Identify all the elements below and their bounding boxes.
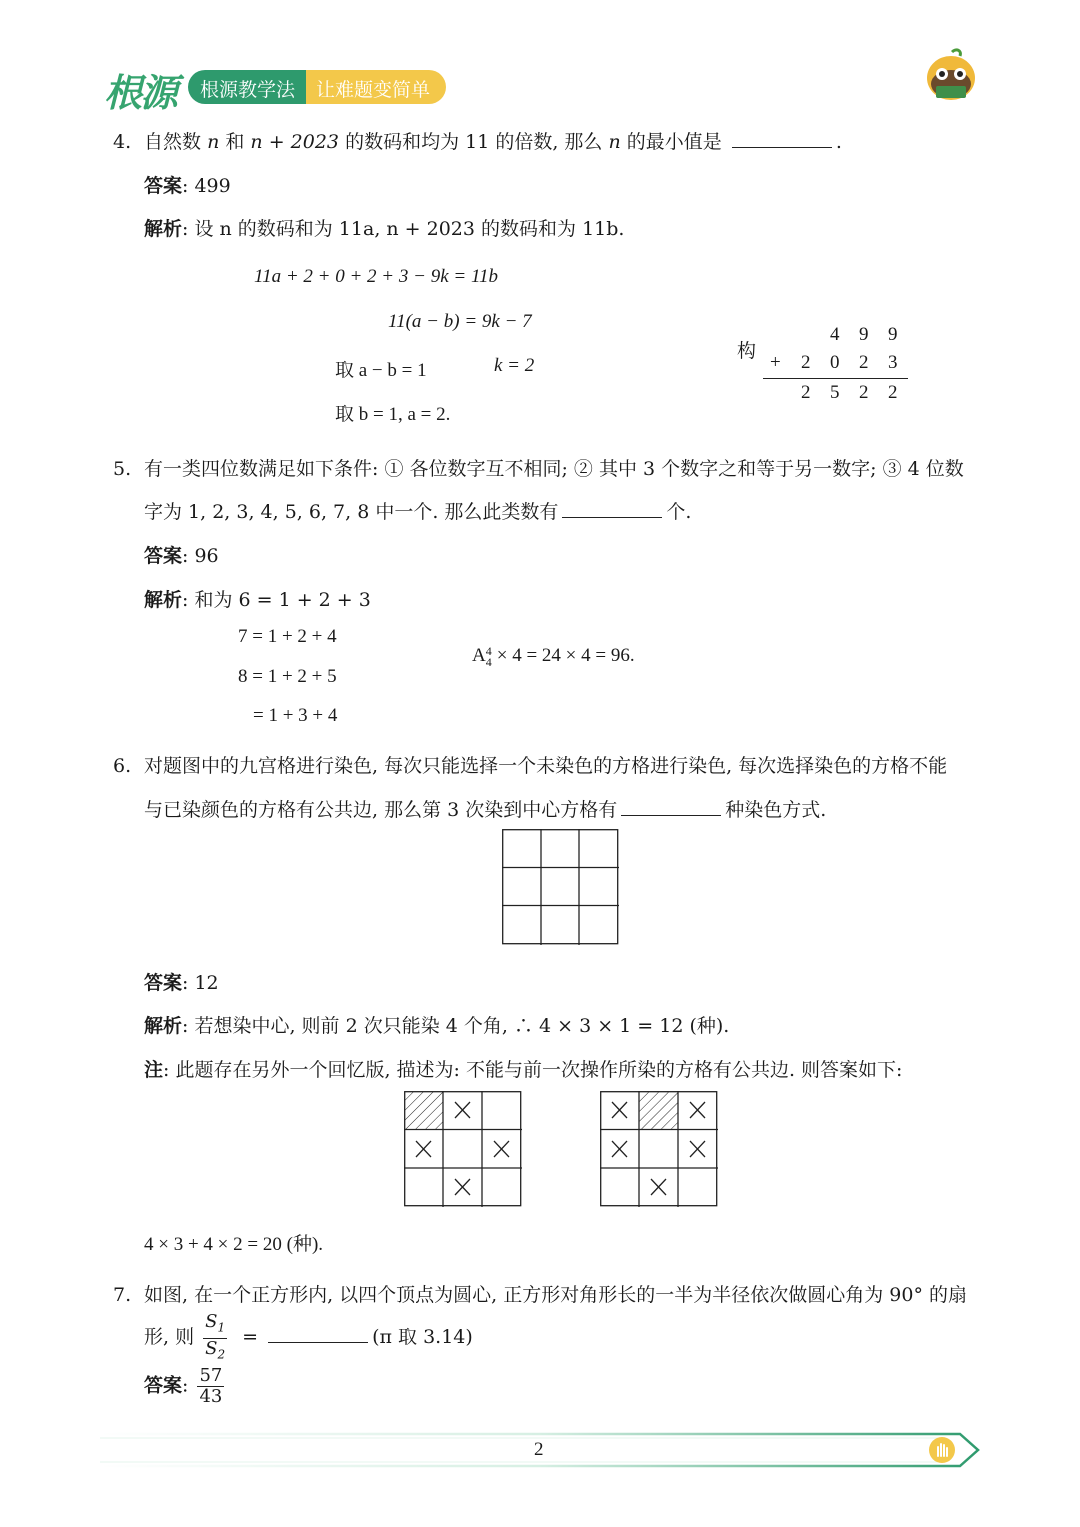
q4-end: . <box>835 131 842 153</box>
perm-sup: 4 <box>485 643 492 658</box>
q6-note-text: : 此题存在另外一个回忆版, 描述为: 不能与前一次操作所染的方格有公共边. 则答案如下: <box>163 1059 903 1081</box>
q4-eq4: 取 b = 1, a = 2. <box>335 404 451 425</box>
answer-num: 57 <box>199 1365 223 1386</box>
perm-sub: 4 <box>485 654 492 669</box>
q7-ratio <box>203 1312 227 1364</box>
q4-sum <box>801 382 908 404</box>
q5-analysis-label: 解析 <box>144 589 183 611</box>
q4-sum-line <box>763 378 908 379</box>
q7-answer-label: 答案 <box>144 1374 183 1397</box>
q5-line2 <box>144 499 691 525</box>
q4-analysis-label: 解析 <box>144 218 183 240</box>
q5-line2a: 字为 1, 2, 3, 4, 5, 6, 7, 8 中一个. 那么此类数有 <box>144 501 559 523</box>
mascot-icon <box>922 48 980 104</box>
q5-eq3: = 1 + 3 + 4 <box>253 705 338 726</box>
q4-eq1: 11a + 2 + 0 + 2 + 3 − 9k = 11b <box>254 266 499 287</box>
q4-answer <box>144 173 231 199</box>
q6-result: 4 × 3 + 4 × 2 = 20 (种). <box>144 1234 324 1255</box>
q7-answer-frac <box>197 1366 224 1407</box>
q4-addend-2 <box>770 352 908 374</box>
plus-sign: + <box>770 352 781 373</box>
q4-analysis <box>144 216 624 242</box>
q5-answer <box>144 543 219 569</box>
q4-eq3b: k = 2 <box>494 355 535 376</box>
q7-number: 7. <box>113 1284 132 1306</box>
q4-var-n-2: n <box>608 131 621 153</box>
perm-rest: × 4 = 24 × 4 = 96. <box>496 645 635 666</box>
page-number: 2 <box>534 1439 544 1460</box>
digit: 0 <box>830 352 840 373</box>
digit: 2 <box>801 382 811 403</box>
q5-perm <box>472 645 635 668</box>
q7-eq: = <box>242 1326 259 1349</box>
q6-line2a: 与已染颜色的方格有公共边, 那么第 3 次染到中心方格有 <box>144 799 618 821</box>
hand-icon <box>928 1436 956 1464</box>
q7-pi-note: (π 取 3.14) <box>372 1326 473 1349</box>
q4-answer-label: 答案 <box>144 175 183 197</box>
q7-answer: 答案: $\frac{57}{43}$ <box>144 1365 223 1407</box>
digit: 5 <box>830 382 840 403</box>
q6-note-figure-2 <box>600 1091 718 1207</box>
q7-answer-blank[interactable] <box>268 1324 368 1343</box>
q4-stem-a: 自然数 <box>144 131 202 153</box>
q4-stem-d: 的最小值是 <box>626 131 722 153</box>
q5-eq2: 8 = 1 + 2 + 5 <box>238 666 337 687</box>
q4-analysis-text: : 设 n 的数码和为 11a, n + 2023 的数码和为 11b. <box>182 218 625 240</box>
ratio-num-sub: 1 <box>217 1320 226 1335</box>
digit: 4 <box>830 324 840 345</box>
q6-analysis-text: : 若想染中心, 则前 2 次只能染 4 个角, ∴ 4 × 3 × 1 = 12 (种). <box>182 1015 730 1037</box>
q6-note-figure-1 <box>404 1091 522 1207</box>
q6-line2 <box>144 797 826 823</box>
q6-answer <box>144 970 219 996</box>
digit: 2 <box>801 352 811 373</box>
q5-line2b: 个. <box>666 501 692 523</box>
q5-eq1: 7 = 1 + 2 + 4 <box>238 626 337 647</box>
q6-note-label: 注 <box>144 1059 164 1081</box>
ratio-num: S <box>205 1311 218 1332</box>
digit: 3 <box>888 352 898 373</box>
q4-eq2: 11(a − b) = 9k − 7 <box>388 311 532 332</box>
brand-logo: 根源 <box>104 71 177 115</box>
digit: 9 <box>859 324 869 345</box>
q4-stem-b: 和 <box>225 131 245 153</box>
q6-answer-label: 答案 <box>144 972 183 994</box>
q6-answer-value: : 12 <box>182 972 219 994</box>
q5-number: 5. <box>113 458 132 480</box>
q6-number: 6. <box>113 755 132 777</box>
q4-answer-value: : 499 <box>182 175 231 197</box>
q5-answer-label: 答案 <box>144 545 183 567</box>
q6-analysis-label: 解析 <box>144 1015 183 1037</box>
q6-note <box>144 1057 902 1083</box>
q7-line2 <box>144 1312 473 1364</box>
q4-stem-c: 的数码和均为 11 的倍数, 那么 <box>345 131 603 153</box>
q4-construct-label: 构 <box>737 340 757 362</box>
q6-analysis <box>144 1013 729 1039</box>
digit: 9 <box>888 324 898 345</box>
q5-analysis-text: : 和为 6 = 1 + 2 + 3 <box>182 589 371 611</box>
q6-answer-blank[interactable] <box>621 797 721 816</box>
digit: 2 <box>888 382 898 403</box>
badge-left-text: 根源教学法 <box>200 79 296 101</box>
q4-eq3a: 取 a − b = 1 <box>335 360 427 381</box>
digit: 2 <box>859 382 869 403</box>
q4-answer-blank[interactable] <box>732 129 832 148</box>
q5-answer-blank[interactable] <box>562 499 662 518</box>
digit: 2 <box>859 352 869 373</box>
q5-analysis <box>144 587 371 613</box>
answer-den: 43 <box>199 1386 223 1407</box>
q4-addend-1 <box>830 324 908 346</box>
q7-line2a: 形, 则 <box>144 1326 195 1349</box>
badge-right-text: 让难题变简单 <box>316 79 431 101</box>
q4-expr: n + 2023 <box>250 131 340 153</box>
q5-answer-value: : 96 <box>182 545 219 567</box>
q5-line1: 有一类四位数满足如下条件: ① 各位数字互不相同; ② 其中 3 个数字之和等于另一数字; ③ 4 位数 <box>144 458 964 480</box>
q4-number: 4. <box>113 131 132 153</box>
q7-line1: 如图, 在一个正方形内, 以四个顶点为圆心, 正方形对角形长的一半为半径依次做圆心角为 90° 的扇 <box>144 1284 967 1306</box>
ratio-den: S <box>205 1337 218 1359</box>
q6-line1: 对题图中的九宫格进行染色, 每次只能选择一个未染色的方格进行染色, 每次选择染色的方格不能 <box>144 755 948 777</box>
perm-a: A <box>472 645 486 666</box>
q4-var-n: n <box>207 131 220 153</box>
ratio-den-sub: 2 <box>217 1347 226 1362</box>
q4-stem <box>144 129 842 155</box>
q6-grid-figure <box>502 829 619 945</box>
q6-line2b: 种染色方式. <box>725 799 827 821</box>
